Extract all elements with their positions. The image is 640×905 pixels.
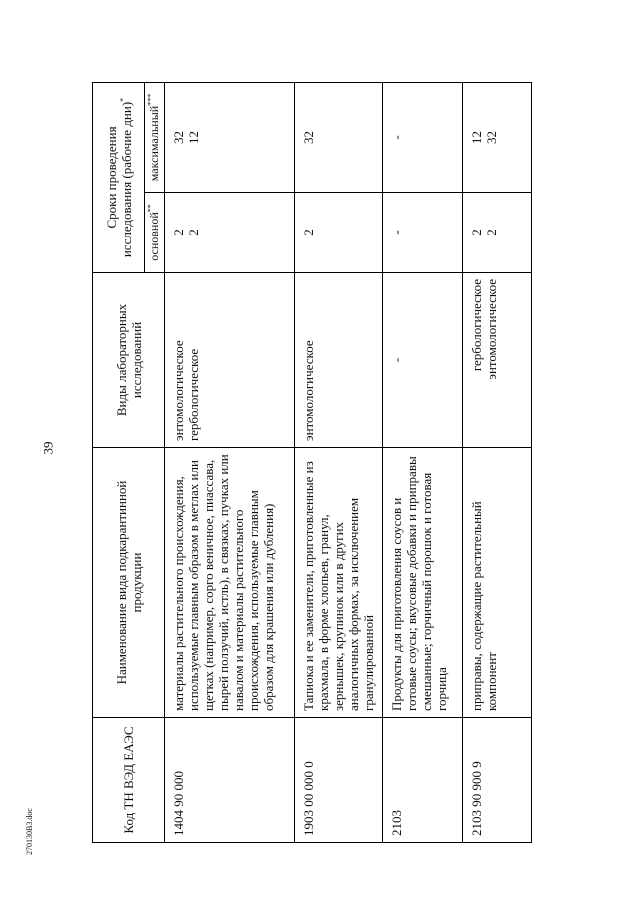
rotated-table-container: [92, 83, 532, 843]
table-row: [463, 82, 532, 842]
row-maximum: 32: [295, 82, 383, 192]
row-name: Продукты для приготовления соусов и готовые соусы; вкусовые добавки и приправы смешанные; горчичный порошок и готовая горчица: [383, 448, 463, 718]
row-name: приправы, содержащие растительный компонент: [463, 448, 532, 718]
row-studies: гербологическое энтомологическое: [463, 273, 532, 448]
row-basic: 2 2: [463, 193, 532, 273]
table-row: [295, 82, 383, 842]
table-row: [383, 82, 463, 842]
header-code: Код ТН ВЭД ЕАЭС: [93, 718, 165, 843]
row-studies: -: [383, 273, 463, 448]
row-studies: энтомологическое: [295, 273, 383, 448]
row-maximum: 12 32: [463, 82, 532, 192]
row-basic: -: [383, 193, 463, 273]
header-maximum: максимальный***: [145, 82, 165, 192]
row-maximum: 32 12: [165, 82, 295, 192]
row-name: Тапиока и ее заменители, приготовленные из крахмала, в форме хлопьев, гранул, зернышек, крупинок или в других аналогичных формах, за исключением гранулированной: [295, 448, 383, 718]
row-studies: энтомологическое гербологическое: [165, 273, 295, 448]
row-code: 1903 00 000 0: [295, 718, 383, 843]
header-name: Наименование вида подкарантинной продукции: [93, 448, 165, 718]
row-maximum: -: [383, 82, 463, 192]
header-basic: основной**: [145, 193, 165, 273]
row-name: материалы растительного происхождения, используемые главным образом в метлах или щетках (например, сорго веничное, пиассава, пырей ползучий, истль), в связках, пучках или навалом и материалы растительного происхождения, используемые главным образом для крашения или дубления): [165, 448, 295, 718]
header-studies: Виды лабораторных исследований: [93, 273, 165, 448]
footer-filename: 270130B3.doc: [25, 808, 34, 855]
row-code: 1404 90 000: [165, 718, 295, 843]
header-terms: Сроки проведения исследования (рабочие дни)*: [93, 82, 145, 272]
quarantine-products-table: [92, 82, 532, 843]
row-basic: 2: [295, 193, 383, 273]
page-number: 39: [40, 441, 56, 455]
row-code: 2103 90 900 9: [463, 718, 532, 843]
table-row: [165, 82, 295, 842]
row-code: 2103: [383, 718, 463, 843]
row-basic: 2 2: [165, 193, 295, 273]
